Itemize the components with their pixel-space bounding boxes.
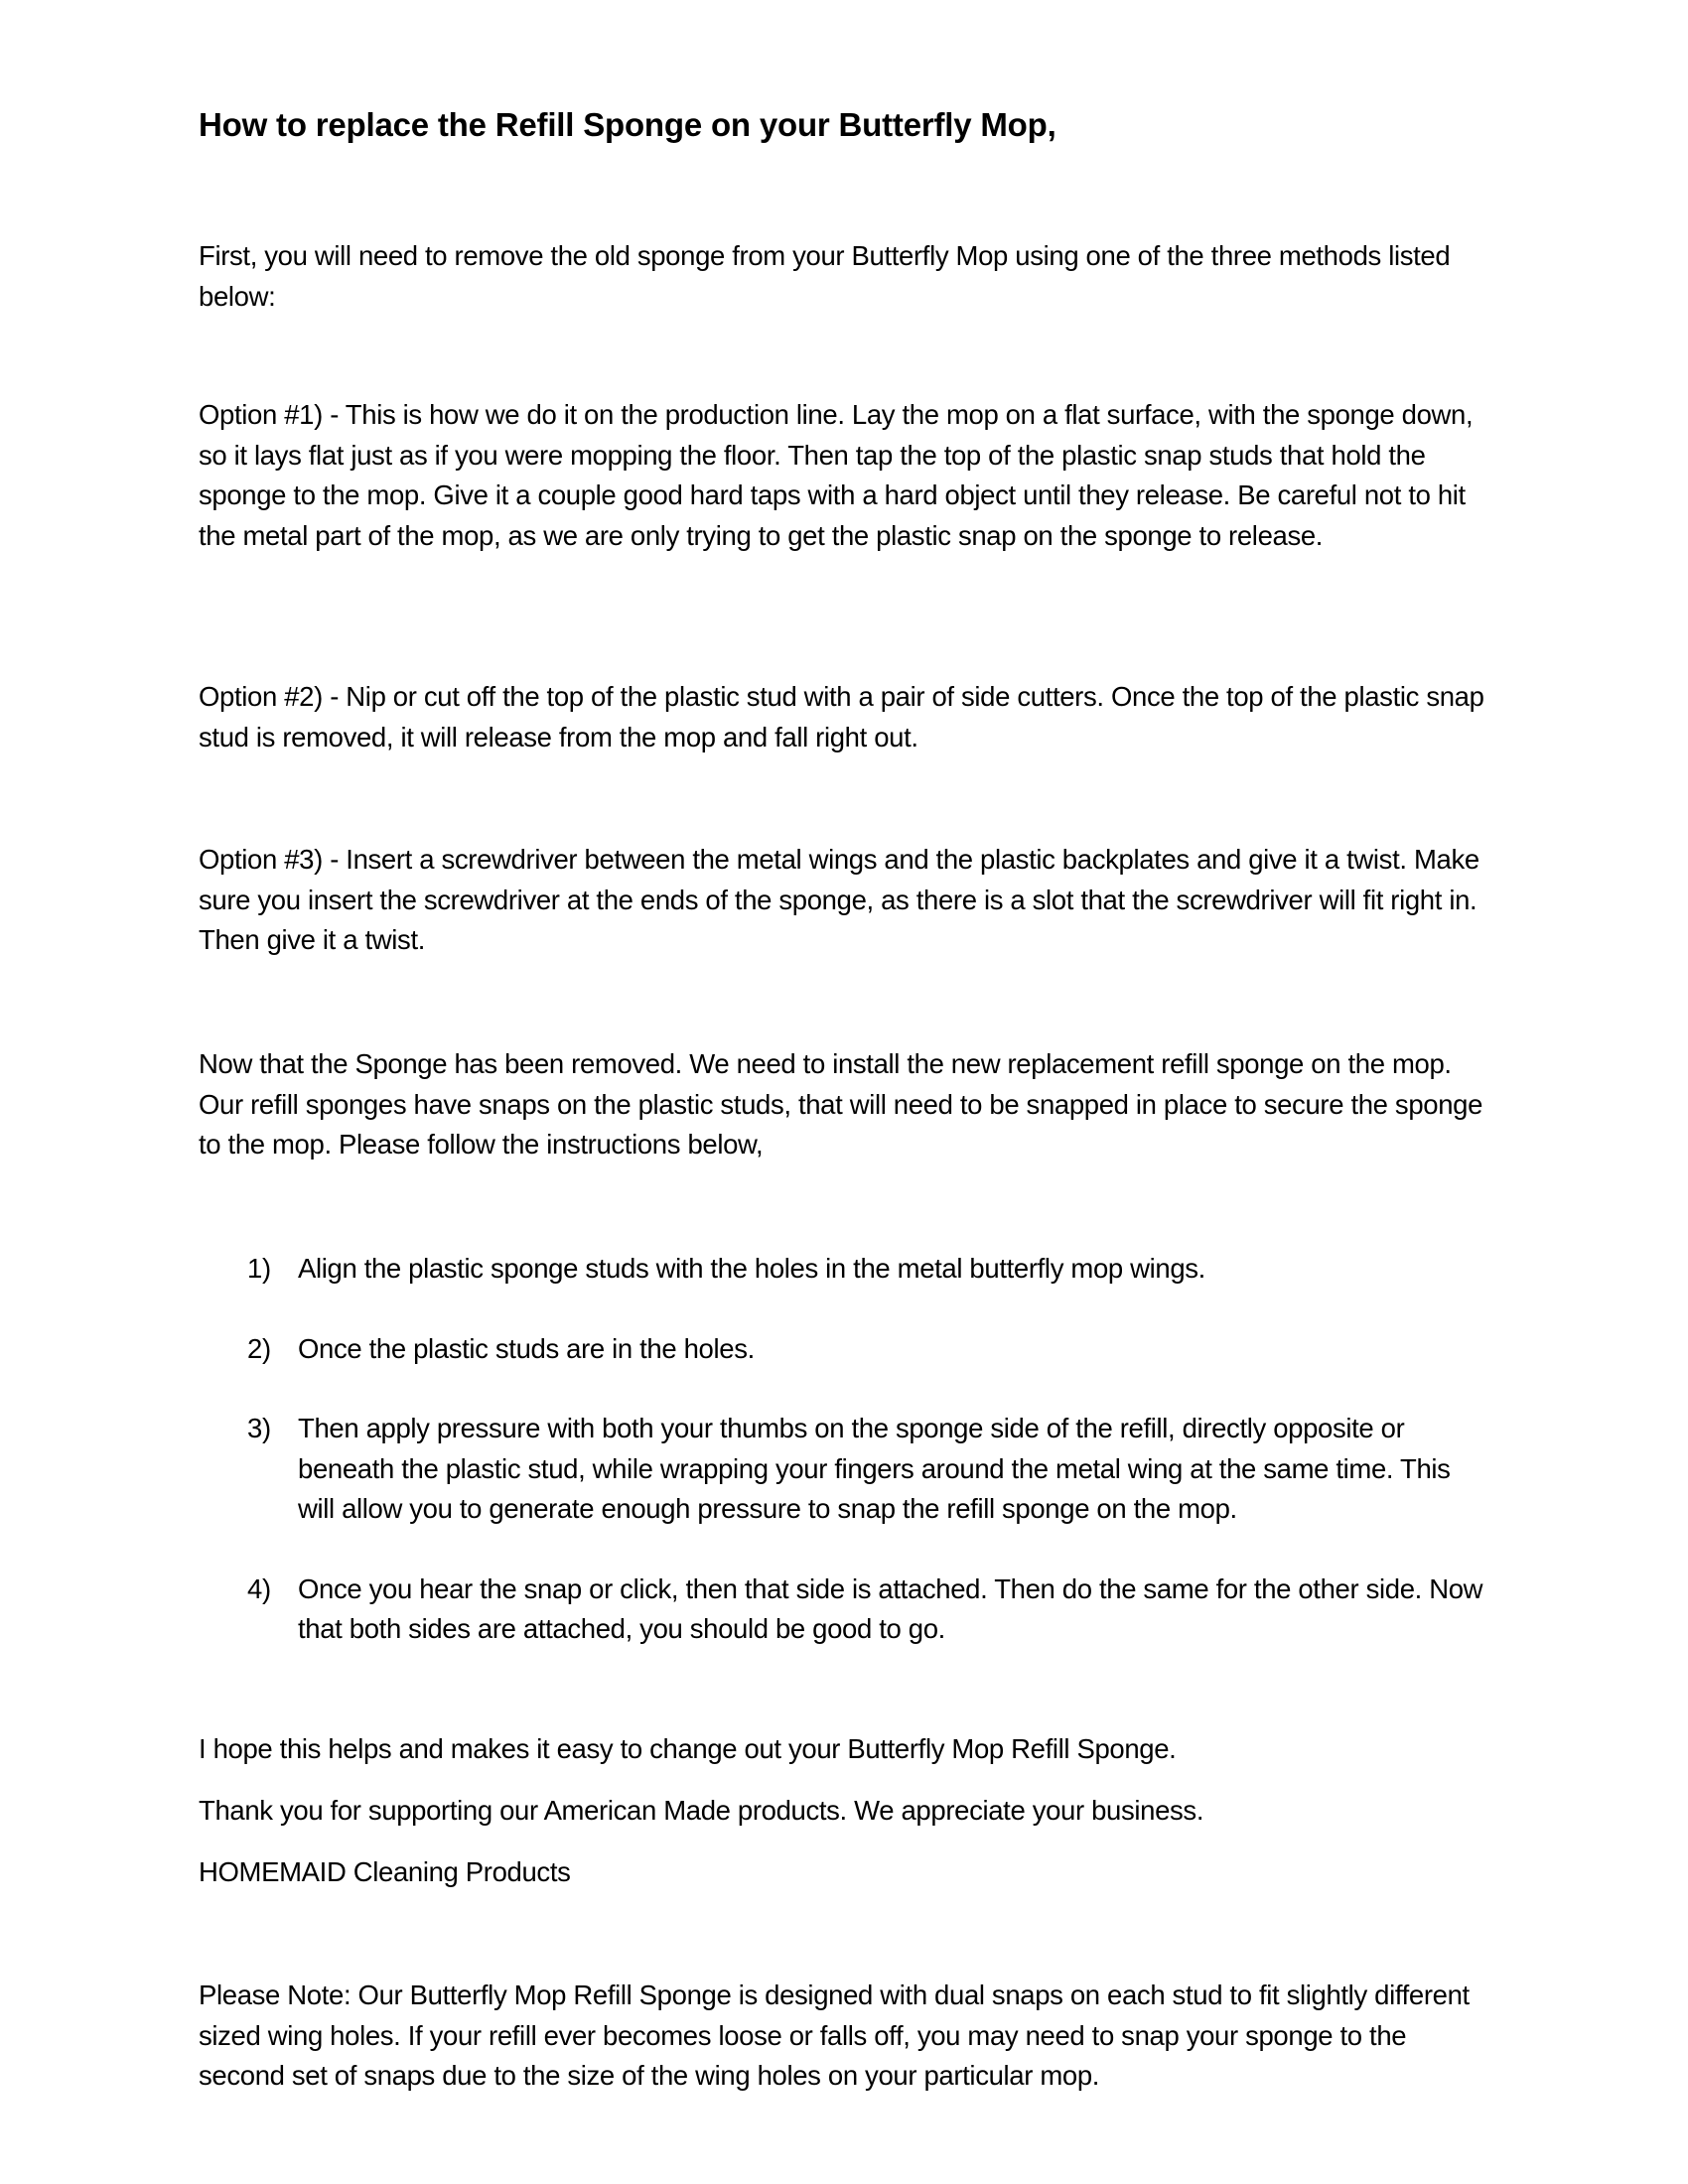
step-text: Once the plastic studs are in the holes. <box>298 1332 755 1364</box>
step-number: 1) <box>247 1253 271 1284</box>
list-item <box>199 1409 1489 1530</box>
install-steps-list <box>199 1249 1489 1690</box>
closing-paragraph: I hope this helps and makes it easy to change out your Butterfly Mop Refill Sponge. <box>199 1733 1177 1764</box>
note-paragraph: Please Note: Our Butterfly Mop Refill Sponge is designed with dual snaps on each stud to fit slightly different sized wing holes. If your refill ever becomes loose or falls off, you may need to snap your sponge to the second set of snaps due to the size of the wing holes on your particular mop. <box>199 1979 1470 2091</box>
step-text: Then apply pressure with both your thumbs on the sponge side of the refill, directly opposite or beneath the plastic stud, while wrapping your fingers around the metal wing at the same time. This will allow you to generate enough pressure to snap the refill sponge on the mop. <box>298 1413 1451 1524</box>
option-2-paragraph: Option #2) - Nip or cut off the top of the plastic stud with a pair of side cutters. Once the top of the plastic snap stud is removed, it will release from the mop and fall right out. <box>199 681 1484 752</box>
list-item <box>199 1249 1489 1290</box>
signature-text: HOMEMAID Cleaning Products <box>199 1856 571 1887</box>
install-intro-paragraph: Now that the Sponge has been removed. We need to install the new replacement refill sponge on the mop. Our refill sponges have snaps on the plastic studs, that will need to be snapped in place to secure the sponge to the mop. Please follow the instructions below, <box>199 1048 1483 1160</box>
step-number: 3) <box>247 1413 271 1443</box>
page-title: How to replace the Refill Sponge on your Butterfly Mop, <box>199 106 1056 143</box>
step-text: Once you hear the snap or click, then that side is attached. Then do the same for the other side. Now that both sides are attached, you should be good to go. <box>298 1572 1483 1644</box>
option-1-paragraph: Option #1) - This is how we do it on the production line. Lay the mop on a flat surface, with the sponge down, so it lays flat just as if you were mopping the floor. Then tap the top of the plastic snap studs that hold the sponge to the mop. Give it a couple good hard taps with a hard object until they release. Be careful not to hit the metal part of the mop, as we are only trying to get the plastic snap on the sponge to release. <box>199 399 1474 551</box>
thanks-paragraph: Thank you for supporting our American Made products. We appreciate your business. <box>199 1795 1204 1826</box>
option-3-paragraph: Option #3) - Insert a screwdriver between the metal wings and the plastic backplates and give it a twist. Make sure you insert the screwdriver at the ends of the sponge, as there is a slot that the screwdriver will fit right in. Then give it a twist. <box>199 844 1479 955</box>
step-text: Align the plastic sponge studs with the holes in the metal butterfly mop wings. <box>298 1253 1205 1284</box>
step-number: 4) <box>247 1572 271 1604</box>
step-number: 2) <box>247 1332 271 1364</box>
list-item <box>199 1329 1489 1370</box>
list-item <box>199 1570 1489 1650</box>
intro-paragraph: First, you will need to remove the old sponge from your Butterfly Mop using one of the three methods listed below: <box>199 240 1451 312</box>
